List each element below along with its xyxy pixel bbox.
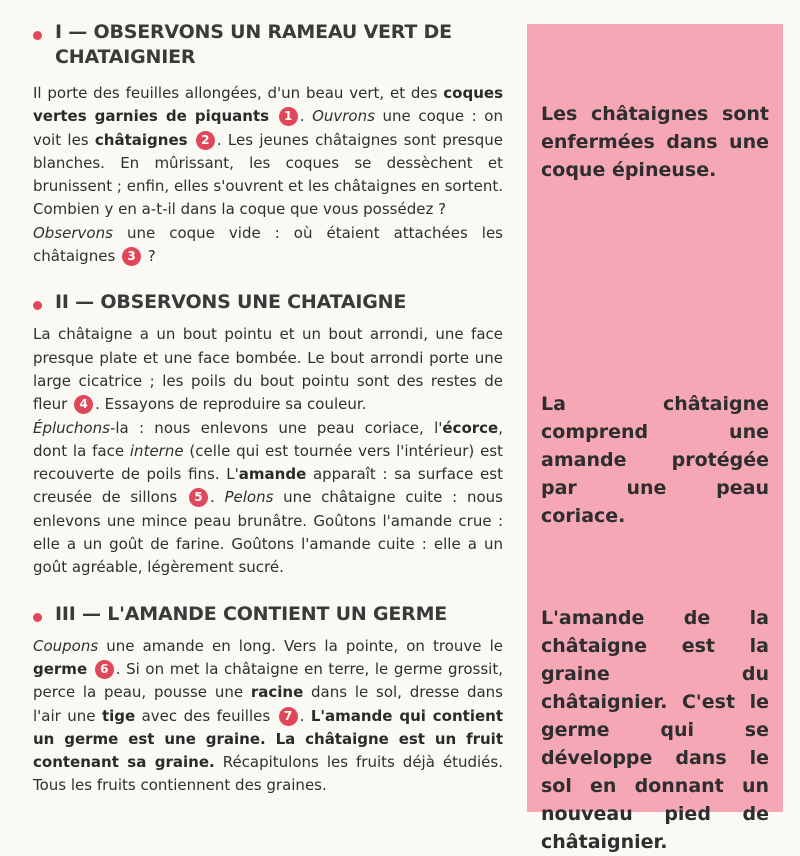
reference-number-5: 5 [189, 488, 208, 507]
section-2-title: II — OBSERVONS UNE CHATAIGNE [55, 291, 407, 314]
summary-1: Les châtaignes sont enfermées dans une coque épineuse. [541, 103, 769, 181]
bullet-icon [33, 31, 42, 40]
bullet-icon [33, 613, 42, 622]
reference-number-2: 2 [196, 131, 215, 150]
section-3-heading [33, 602, 503, 627]
summary-2: La châtaigne comprend une amande protégée par une peau coriace. [541, 393, 769, 527]
main-column [33, 18, 503, 798]
reference-number-1: 1 [279, 107, 298, 126]
section-2-paragraph: La châtaigne a un bout pointu et un bout arrondi, une face presque plate et une face bombée. Le bout arrondi porte une large cicatrice ; les poils du bout pointu sont des restes de fleur 4 . Essayons de reproduire sa couleur. Épluchons-la : nous enlevons une peau coriace, l'écorce, dont la face interne (celle qui est tournée vers l'intérieur) est recouverte de poils fins. L'amande apparaît : sa surface est creusée de sillons 5 . Pelons une châtaigne cuite : nous enlevons une mince peau brunâtre. Goûtons l'amande crue : elle a un goût de farine. Goûtons l'amande cuite : elle a un goût agréable, légèrement sucré. [33, 325, 504, 577]
reference-number-4: 4 [74, 395, 93, 414]
bullet-icon [33, 301, 42, 310]
section-3-paragraph: Coupons une amande en long. Vers la pointe, on trouve le germe 6 . Si on met la châtaigne en terre, le germe grossit, perce la peau, pousse une racine dans le sol, dresse dans l'air une tige avec des feuilles 7 . L'amande qui contient un germe est une graine. La châtaigne est un fruit contenant sa graine. Récapitulons les fruits déjà étudiés. Tous les fruits contiennent des graines. [33, 636, 503, 795]
section-1-title: I — OBSERVONS UN RAMEAU VERT DE CHATAIGNIER [55, 21, 452, 68]
summary-3: L'amande de la châtaigne est la graine du châtaignier. C'est le germe qui se développe dans le sol en donnant un nouveau pied de châtaignier. [541, 607, 769, 853]
reference-number-6: 6 [95, 660, 114, 679]
section-2-heading [33, 290, 503, 315]
section-1-paragraph: Il porte des feuilles allongées, d'un beau vert, et des coques vertes garnies de piquants 1 . Ouvrons une coque : on voit les châtaignes 2 . Les jeunes châtaignes sont presque blanches. En mûrissant, les coques se dessèchent et brunissent ; enfin, elles s'ouvrent et les châtaignes en sortent. Combien y en a-t-il dans la coque que vous possédez ? Observons une coque vide : où étaient attachées les châtaignes 3 ? [33, 84, 503, 266]
section-3-title: III — L'AMANDE CONTIENT UN GERME [55, 602, 448, 625]
section-1-heading [33, 20, 503, 70]
reference-number-3: 3 [122, 247, 141, 266]
summary-sidebar [527, 24, 783, 853]
reference-number-7: 7 [279, 707, 298, 726]
